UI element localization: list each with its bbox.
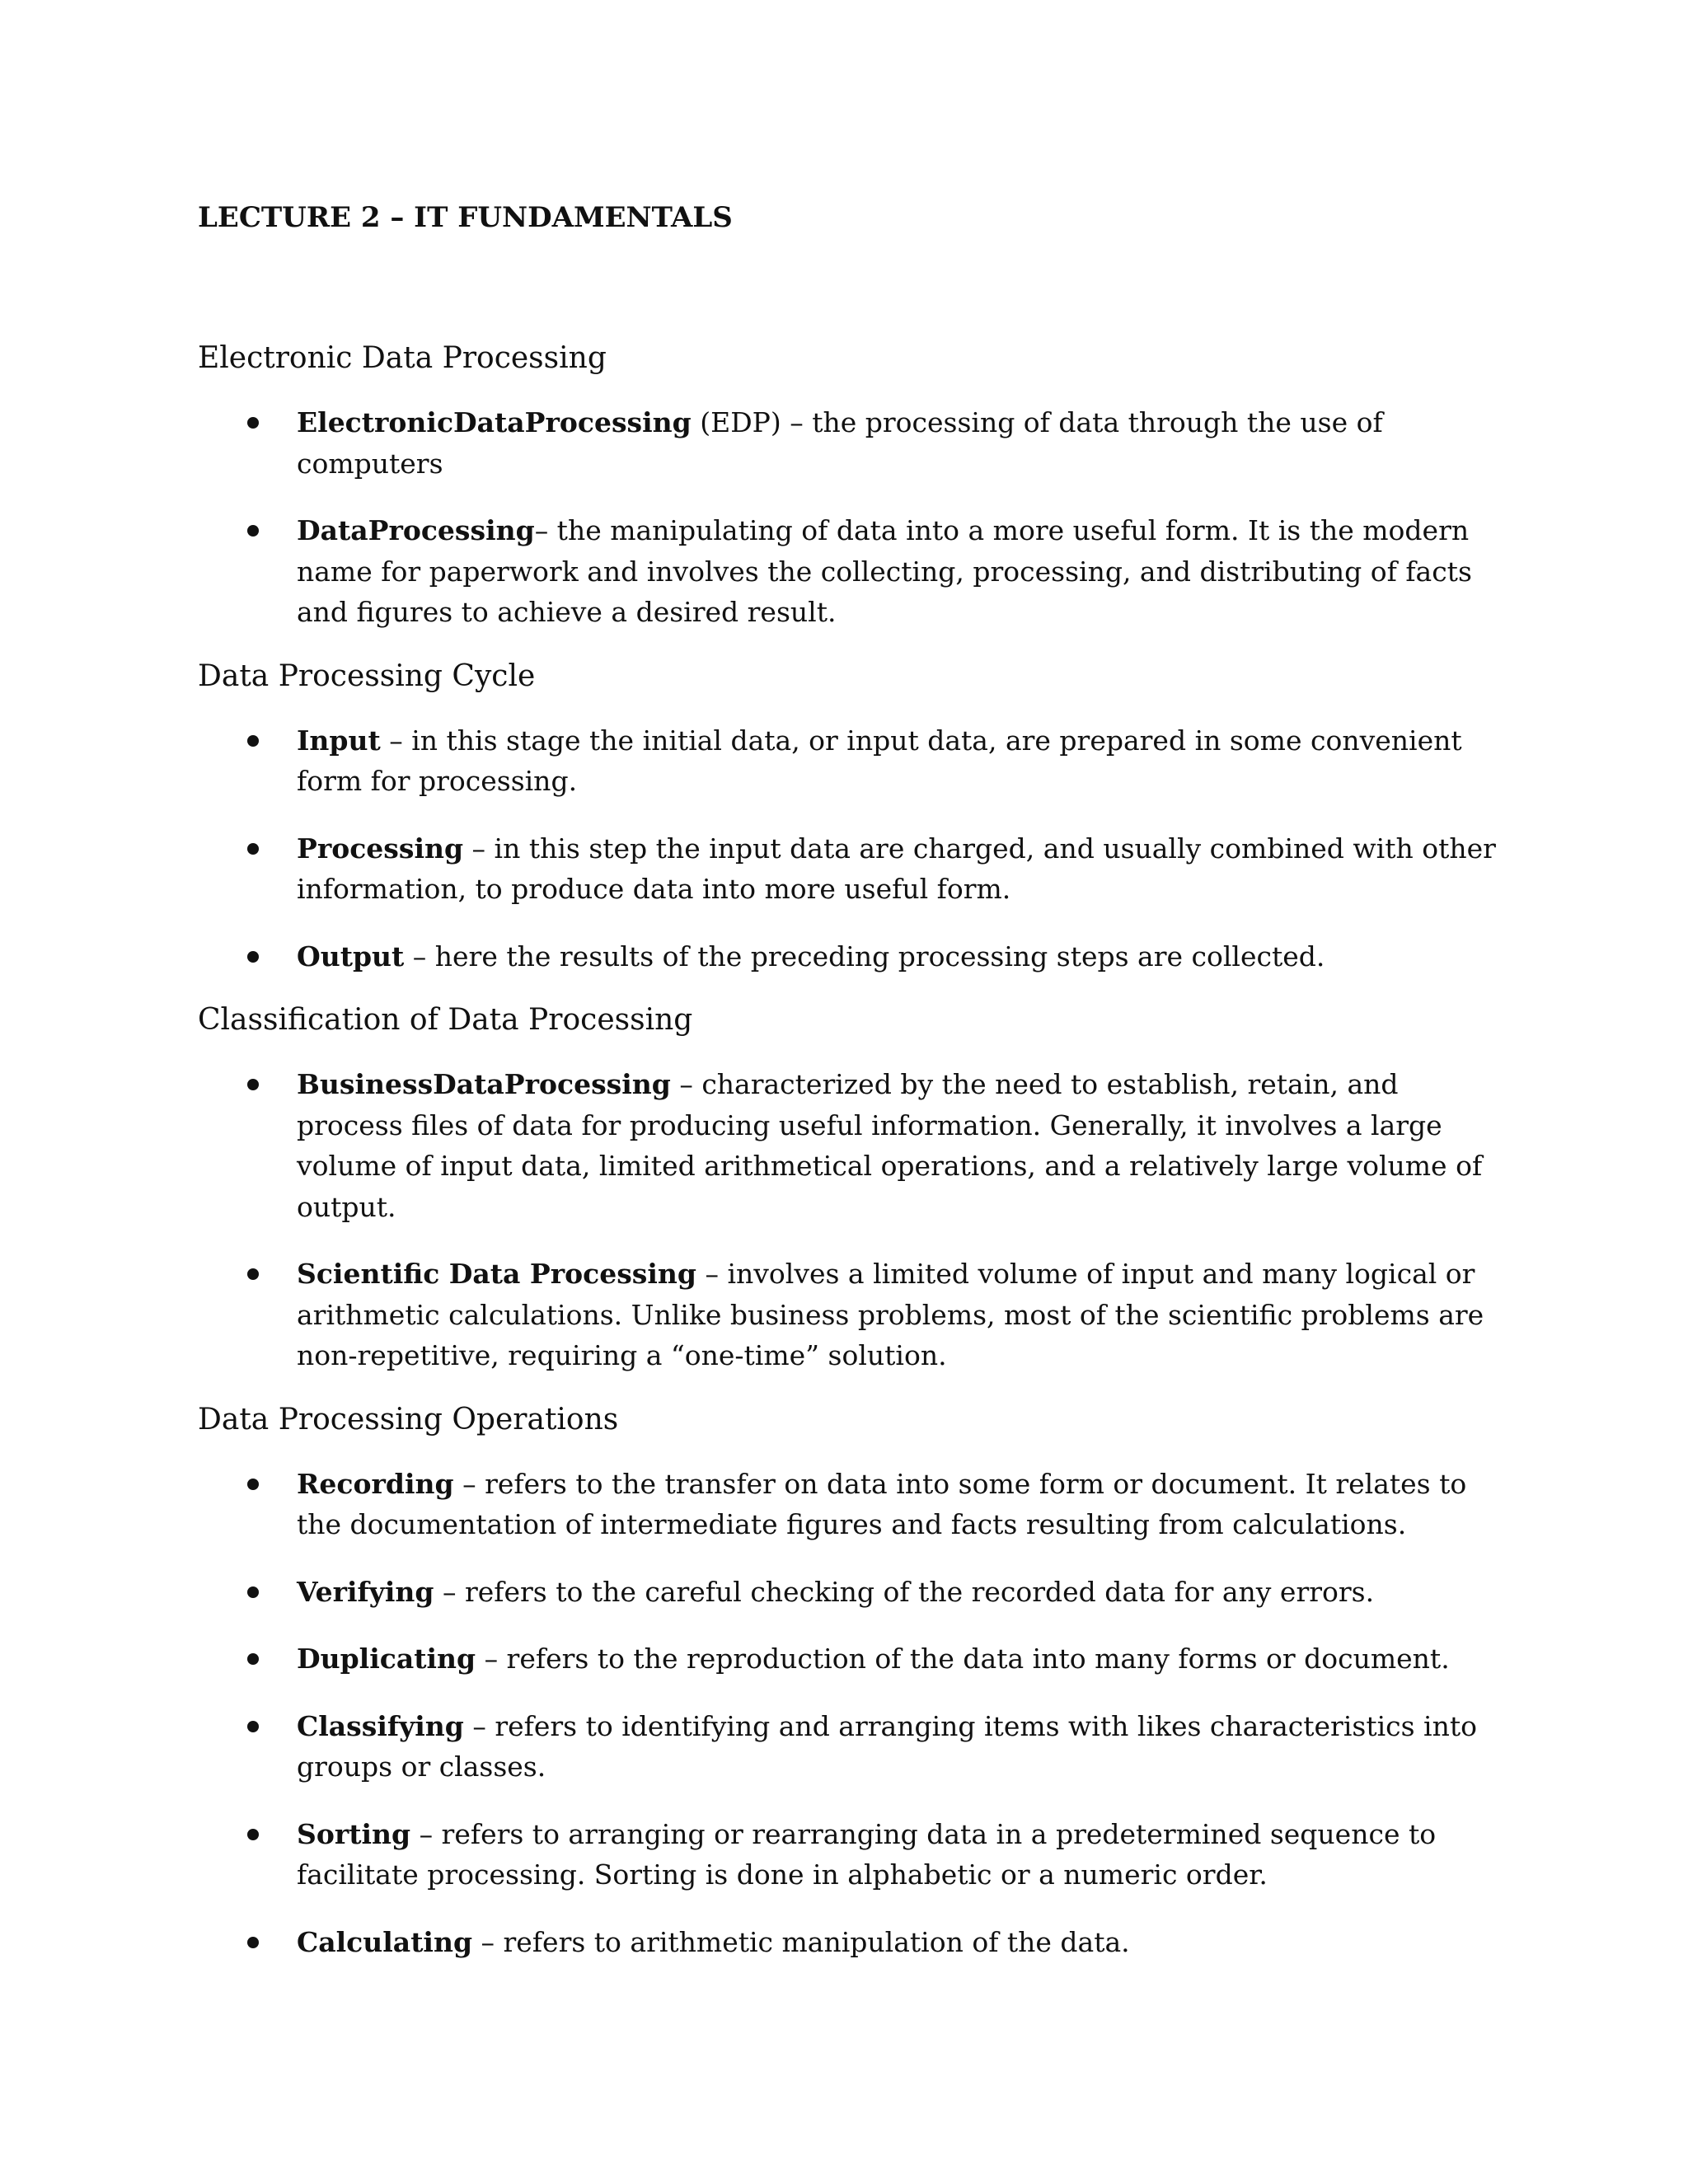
- item-term: Duplicating: [297, 1643, 476, 1675]
- list-item: [198, 1254, 1500, 1376]
- bullet-list: [198, 1464, 1500, 1963]
- bullet-icon: [247, 1829, 259, 1840]
- bullet-list: [198, 720, 1500, 977]
- list-item: [198, 1706, 1500, 1788]
- list-item: [198, 1638, 1500, 1680]
- item-term: ElectronicDataProcessing: [297, 406, 692, 438]
- bullet-icon: [247, 1268, 259, 1280]
- item-text: (EDP) – the processing of data through the use of computers: [297, 406, 1383, 480]
- document-title: LECTURE 2 – IT FUNDAMENTALS: [198, 201, 733, 234]
- item-text: – refers to arranging or rearranging data in a predetermined sequence to facilitate processing. Sorting is done in alphabetic or a numeric order.: [297, 1817, 1437, 1891]
- item-term: Processing: [297, 832, 464, 865]
- item-text: – in this step the input data are charged, and usually combined with other information, to produce data into more useful form.: [297, 832, 1496, 905]
- item-text: – characterized by the need to establish, retain, and process files of data for producing useful information. Generally, it involves a large volume of input data, limited arithmetical operations, and a relatively large volume of output.: [297, 1068, 1483, 1223]
- item-term: BusinessDataProcessing: [297, 1068, 671, 1100]
- item-term: Classifying: [297, 1709, 464, 1742]
- item-term: Verifying: [297, 1575, 434, 1608]
- bullet-list: [198, 1064, 1500, 1376]
- item-text: – in this stage the initial data, or input data, are prepared in some convenient form for processing.: [297, 724, 1462, 797]
- item-text: – involves a limited volume of input and many logical or arithmetic calculations. Unlike business problems, most of the scientific problems are non-repetitive, requiring a “one-time” solution.: [297, 1258, 1484, 1371]
- list-item: [198, 1464, 1500, 1545]
- bullet-icon: [247, 1937, 259, 1948]
- item-text: – refers to the transfer on data into some form or document. It relates to the documentation of intermediate figures and facts resulting from calculations.: [297, 1467, 1467, 1540]
- bullet-icon: [247, 1079, 259, 1090]
- item-text: – refers to arithmetic manipulation of the data.: [472, 1925, 1130, 1958]
- section-heading-operations: Data Processing Operations: [198, 1402, 619, 1436]
- item-text: – refers to the reproduction of the data into many forms or document.: [476, 1643, 1450, 1675]
- bullet-icon: [247, 417, 259, 429]
- bullet-list: [198, 402, 1500, 633]
- item-term: Scientific Data Processing: [297, 1258, 696, 1290]
- item-text: – the manipulating of data into a more useful form. It is the modern name for paperwork and involves the collecting, processing, and distributing of facts and figures to achieve a desired result.: [297, 514, 1472, 628]
- list-item: [198, 1814, 1500, 1896]
- list-item: [198, 1922, 1500, 1963]
- item-term: Input: [297, 724, 381, 757]
- section-heading-classification: Classification of Data Processing: [198, 1003, 693, 1037]
- item-text: – refers to the careful checking of the recorded data for any errors.: [434, 1575, 1375, 1608]
- bullet-icon: [247, 1721, 259, 1732]
- list-item: [198, 1572, 1500, 1613]
- item-term: Output: [297, 940, 405, 972]
- bullet-icon: [247, 525, 259, 537]
- list-item: [198, 1064, 1500, 1227]
- bullet-icon: [247, 1479, 259, 1490]
- list-item: [198, 828, 1500, 910]
- bullet-icon: [247, 951, 259, 963]
- bullet-icon: [247, 735, 259, 747]
- list-item: [198, 402, 1500, 484]
- section-heading-data-processing-cycle: Data Processing Cycle: [198, 658, 536, 693]
- document-page: [198, 198, 1500, 1962]
- list-item: [198, 510, 1500, 633]
- item-term: Sorting: [297, 1817, 411, 1850]
- item-term: Calculating: [297, 1925, 473, 1958]
- list-item: [198, 720, 1500, 802]
- item-term: DataProcessing: [297, 514, 535, 546]
- bullet-icon: [247, 1586, 259, 1598]
- bullet-icon: [247, 843, 259, 855]
- item-text: – refers to identifying and arranging items with likes characteristics into groups or classes.: [297, 1709, 1477, 1783]
- bullet-icon: [247, 1653, 259, 1665]
- section-heading-electronic-data-processing: Electronic Data Processing: [198, 341, 607, 375]
- item-text: – here the results of the preceding processing steps are collected.: [404, 940, 1325, 972]
- list-item: [198, 936, 1500, 977]
- item-term: Recording: [297, 1467, 454, 1500]
